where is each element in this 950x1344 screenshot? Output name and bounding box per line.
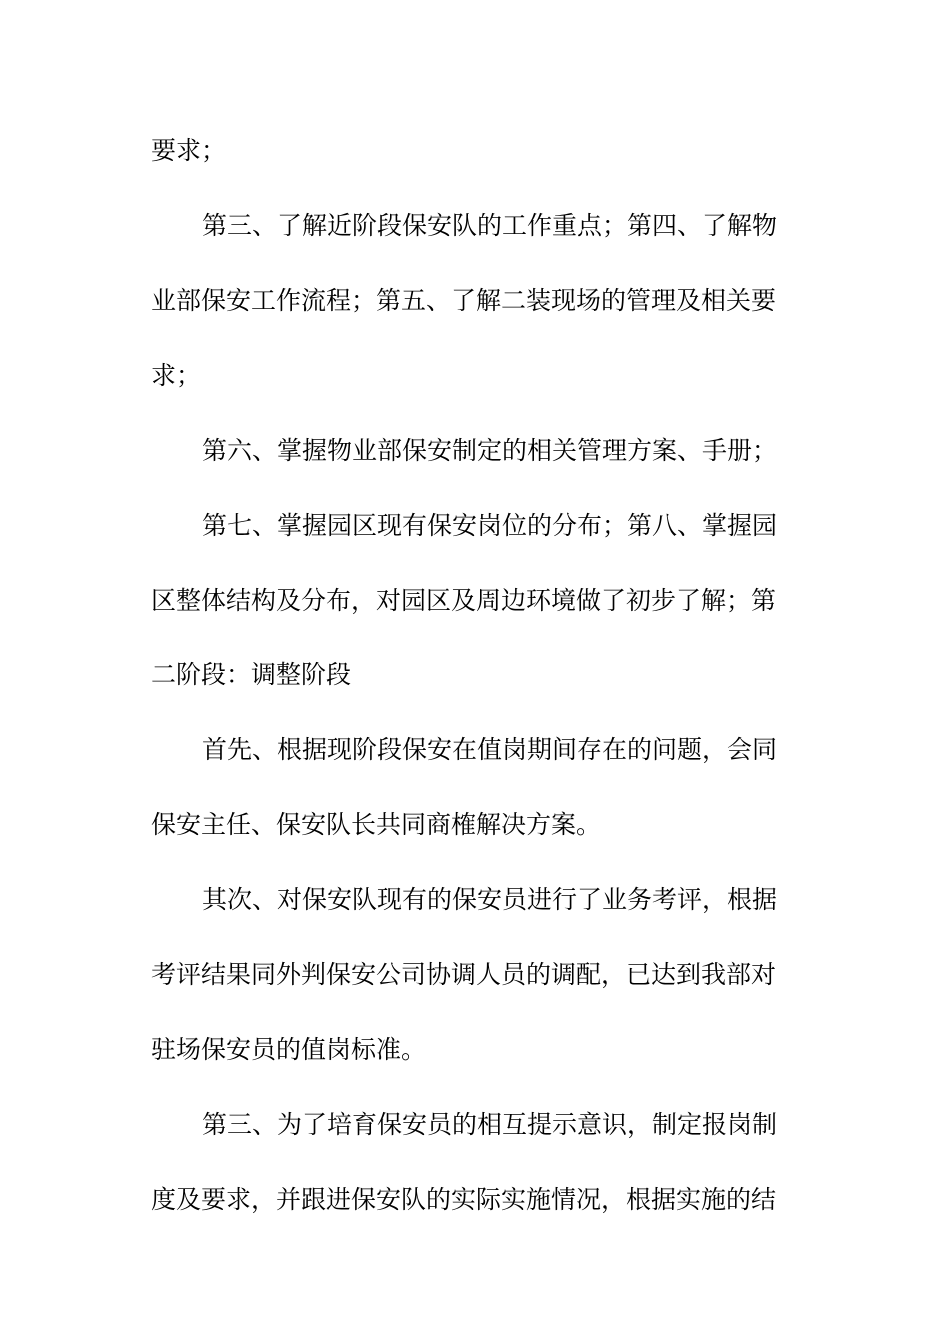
text-line: 求； — [151, 361, 202, 390]
text-line: 首先、根据现阶段保安在值岗期间存在的问题，会同 — [202, 735, 778, 764]
text-line: 其次、对保安队现有的保安员进行了业务考评，根据 — [202, 885, 778, 914]
text-line: 保安主任、保安队长共同商榷解决方案。 — [151, 810, 602, 839]
text-line: 第六、掌握物业部保安制定的相关管理方案、手册； — [202, 436, 778, 465]
text-line: 考评结果同外判保安公司协调人员的调配，已达到我部对 — [151, 960, 777, 989]
text-line: 驻场保安员的值岗标准。 — [151, 1035, 427, 1064]
text-line: 区整体结构及分布，对园区及周边环境做了初步了解；第 — [151, 586, 777, 615]
text-line: 第三、为了培育保安员的相互提示意识，制定报岗制 — [202, 1110, 778, 1139]
text-line: 度及要求，并跟进保安队的实际实施情况，根据实施的结 — [151, 1185, 777, 1214]
text-line: 第七、掌握园区现有保安岗位的分布；第八、掌握园 — [202, 511, 778, 540]
text-line: 二阶段：调整阶段 — [151, 660, 352, 689]
text-line: 第三、了解近阶段保安队的工作重点；第四、了解物 — [202, 211, 778, 240]
text-line: 要求； — [151, 136, 227, 165]
text-line: 业部保安工作流程；第五、了解二装现场的管理及相关要 — [151, 286, 777, 315]
